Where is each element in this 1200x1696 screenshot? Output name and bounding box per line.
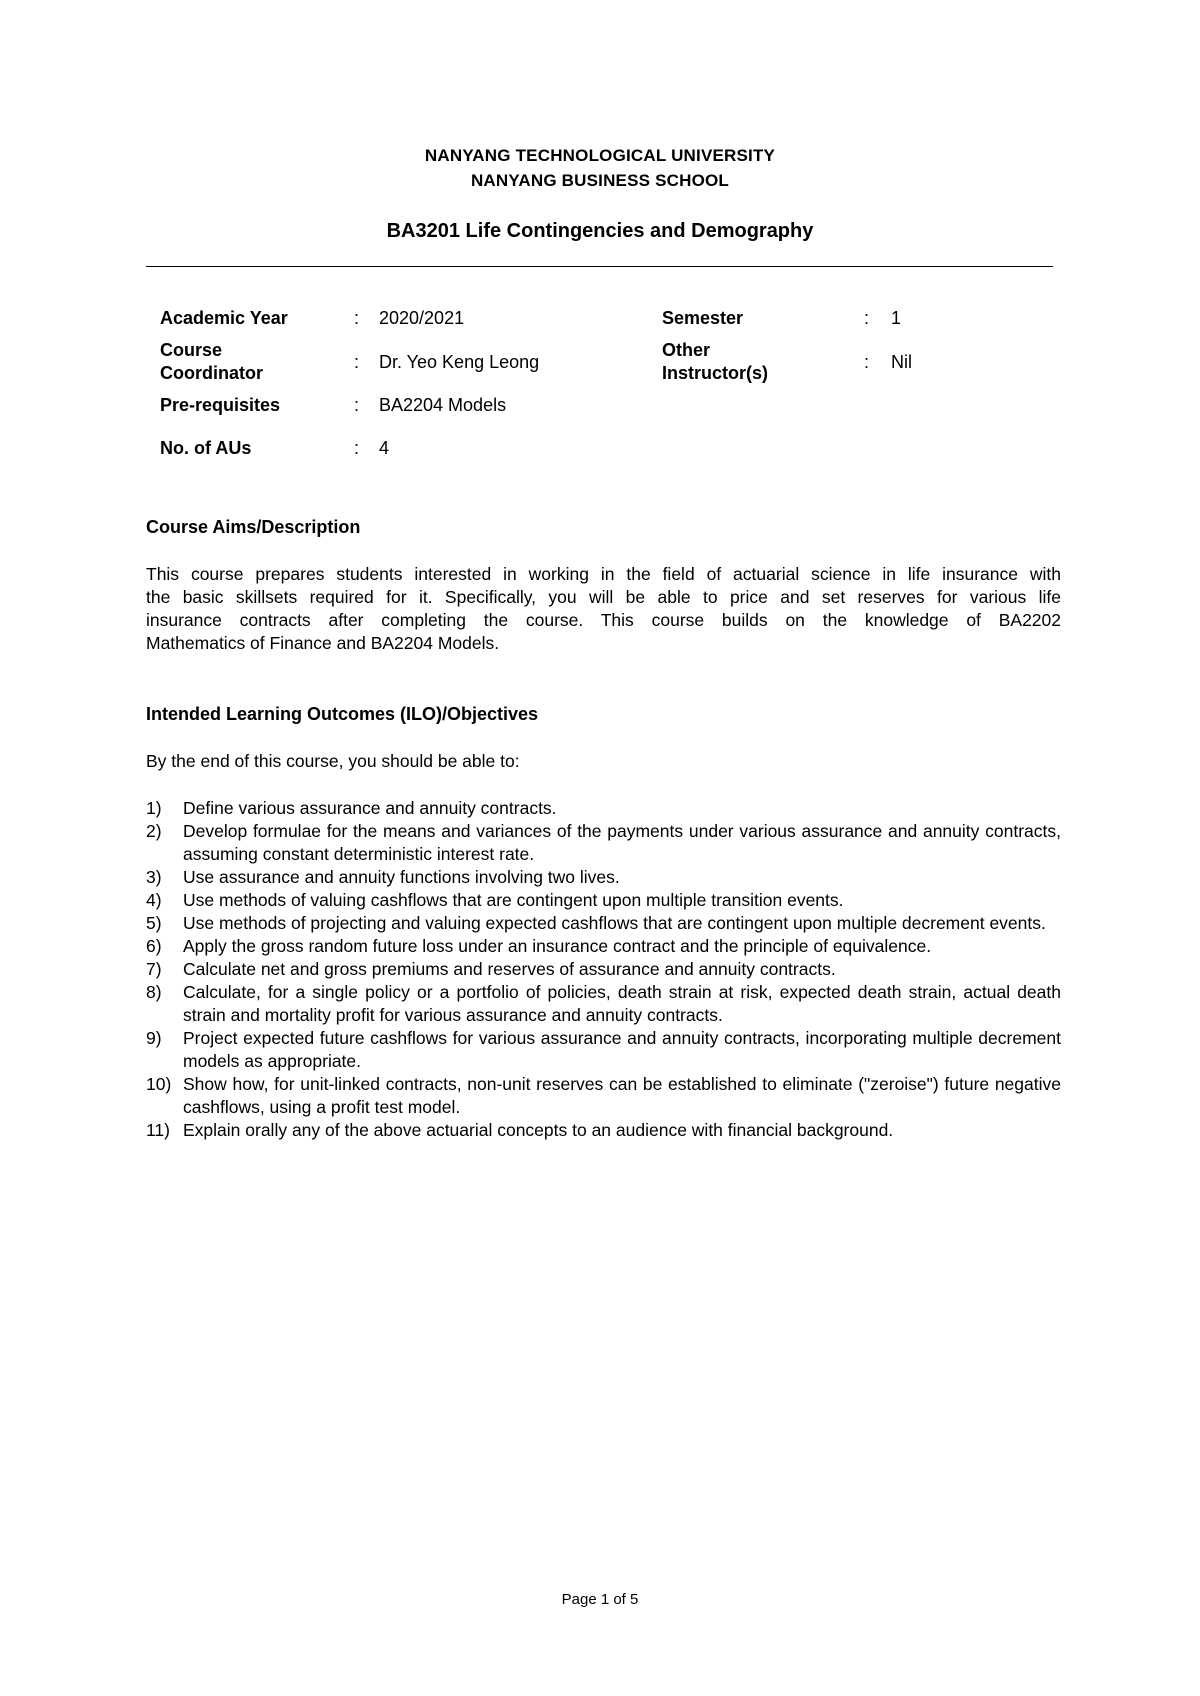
list-item-number: 1)	[146, 798, 162, 818]
list-item-number: 4)	[146, 890, 162, 910]
list-item-text: Show how, for unit-linked contracts, non-unit reserves can be established to eliminate ("zeroise") future negative cashflows, using a profit test model.	[183, 1074, 1061, 1117]
page-number: Page 1 of 5	[561, 1591, 639, 1608]
aims-line: This course prepares students interested in working in the field of actuarial science in life insurance with	[146, 564, 1061, 584]
title-divider	[146, 266, 1053, 267]
list-item	[146, 1119, 1061, 1142]
list-item-text: Use methods of valuing cashflows that are contingent upon multiple transition events.	[183, 890, 844, 910]
list-item	[146, 820, 1061, 866]
list-item	[146, 797, 1061, 820]
list-item-number: 8)	[146, 982, 162, 1002]
list-item-number: 3)	[146, 867, 162, 887]
academic-year-value: 2020/2021	[379, 308, 465, 328]
coordinator-value: Dr. Yeo Keng Leong	[379, 352, 540, 372]
list-item-text: Use methods of projecting and valuing expected cashflows that are contingent upon multiple decrement events.	[183, 913, 1046, 933]
coordinator-label-line1: Course	[160, 340, 223, 360]
list-item-text: Explain orally any of the above actuarial concepts to an audience with financial background.	[183, 1120, 894, 1140]
list-item	[146, 935, 1061, 958]
aims-line: Mathematics of Finance and BA2204 Models.	[146, 633, 500, 653]
list-item-number: 5)	[146, 913, 162, 933]
coordinator-label-line2: Coordinator	[160, 363, 263, 383]
academic-year-colon: :	[354, 308, 360, 328]
university-name: NANYANG TECHNOLOGICAL UNIVERSITY	[424, 146, 776, 165]
aims-line: the basic skillsets required for it. Specifically, you will be able to price and set reserves for various life	[146, 587, 1061, 607]
list-item-number: 6)	[146, 936, 162, 956]
list-item-number: 9)	[146, 1028, 162, 1048]
course-title: BA3201 Life Contingencies and Demography	[386, 220, 814, 242]
aims-line: insurance contracts after completing the course. This course builds on the knowledge of BA2202	[146, 610, 1061, 630]
prerequisites-label: Pre-requisites	[160, 395, 281, 415]
other-instructors-label-line1: Other	[662, 340, 711, 360]
ilo-list	[146, 797, 1061, 1142]
prerequisites-value: BA2204 Models	[379, 395, 507, 415]
list-item-text: Project expected future cashflows for various assurance and annuity contracts, incorporating multiple decrement models as appropriate.	[183, 1028, 1061, 1071]
list-item-number: 11)	[146, 1120, 170, 1140]
list-item-text: Use assurance and annuity functions involving two lives.	[183, 867, 620, 887]
list-item	[146, 866, 1061, 889]
aus-value: 4	[379, 438, 390, 458]
list-item	[146, 1027, 1061, 1073]
list-item	[146, 1073, 1061, 1119]
list-item-number: 2)	[146, 821, 162, 841]
semester-colon: :	[864, 308, 870, 328]
academic-year-label: Academic Year	[160, 308, 288, 328]
semester-label: Semester	[662, 308, 744, 328]
other-instructors-value: Nil	[891, 352, 912, 372]
school-name: NANYANG BUSINESS SCHOOL	[470, 171, 730, 190]
aims-heading: Course Aims/Description	[146, 517, 361, 537]
prerequisites-colon: :	[354, 395, 360, 415]
list-item-text: Calculate net and gross premiums and reserves of assurance and annuity contracts.	[183, 959, 836, 979]
other-instructors-colon: :	[864, 352, 870, 372]
other-instructors-label-line2: Instructor(s)	[662, 363, 769, 383]
list-item-text: Define various assurance and annuity contracts.	[183, 798, 557, 818]
semester-value: 1	[891, 308, 902, 328]
ilo-intro: By the end of this course, you should be able to:	[146, 751, 520, 771]
list-item-number: 10)	[146, 1074, 172, 1094]
list-item-text: Calculate, for a single policy or a portfolio of policies, death strain at risk, expected death strain, actual death strain and mortality profit for various assurance and annuity contracts.	[183, 982, 1061, 1025]
list-item	[146, 958, 1061, 981]
aus-colon: :	[354, 438, 360, 458]
list-item	[146, 912, 1061, 935]
aus-label: No. of AUs	[160, 438, 252, 458]
list-item-text: Develop formulae for the means and variances of the payments under various assurance and annuity contracts, assuming constant deterministic interest rate.	[183, 821, 1061, 864]
aims-paragraph	[146, 563, 1061, 655]
coordinator-colon: :	[354, 352, 360, 372]
list-item-text: Apply the gross random future loss under an insurance contract and the principle of equivalence.	[183, 936, 932, 956]
list-item	[146, 981, 1061, 1027]
ilo-heading: Intended Learning Outcomes (ILO)/Objectives	[146, 704, 539, 724]
list-item-number: 7)	[146, 959, 162, 979]
list-item	[146, 889, 1061, 912]
